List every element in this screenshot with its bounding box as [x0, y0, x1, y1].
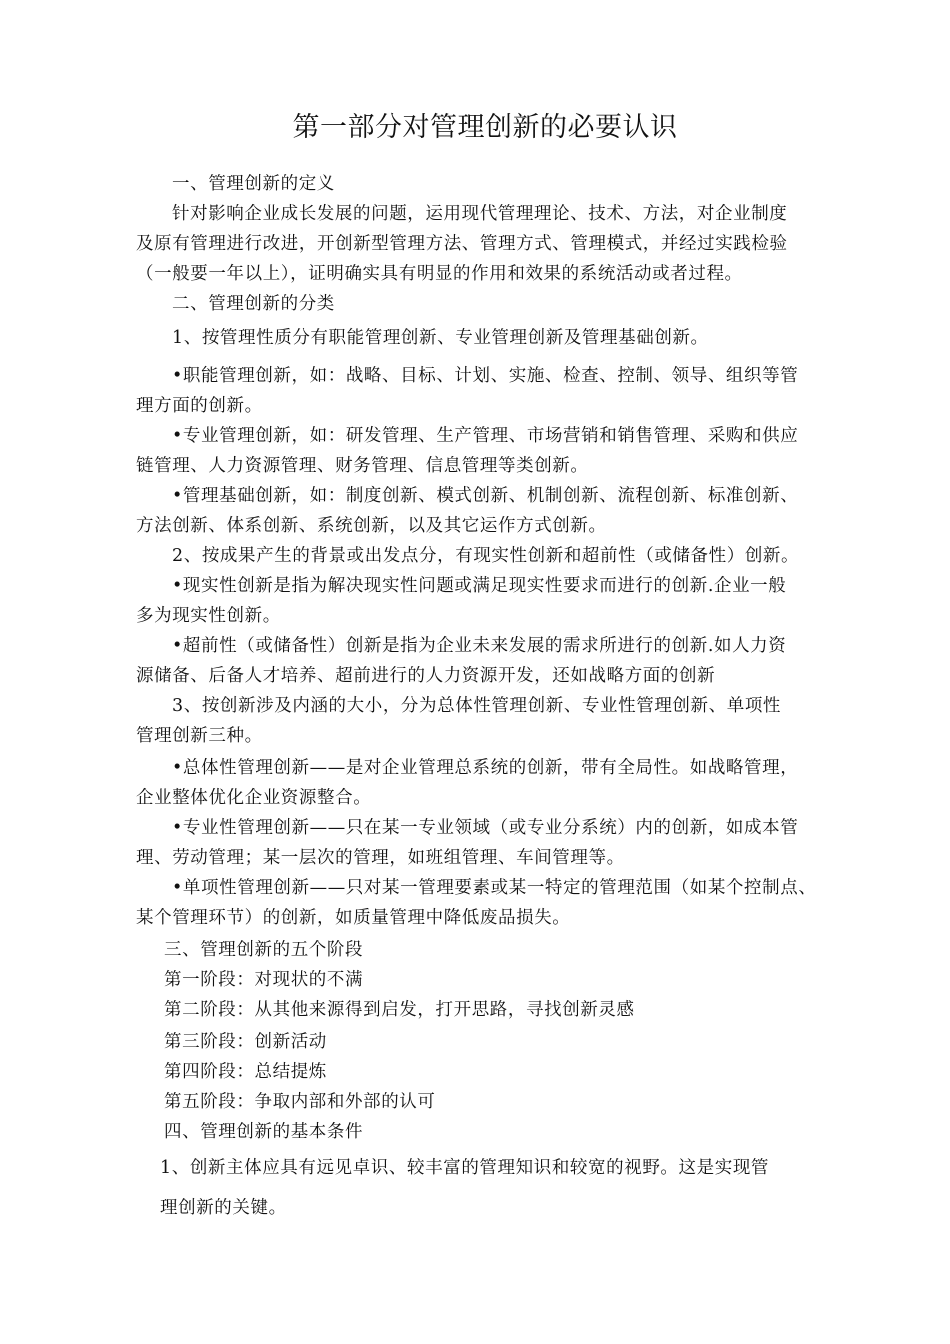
paragraph-line: 理、劳动管理；某一层次的管理，如班组管理、车间管理等。	[136, 848, 625, 868]
bullet-line: •职能管理创新，如：战略、目标、计划、实施、检查、控制、领导、组织等管	[172, 366, 799, 386]
paragraph-line: （一般要一年以上），证明确实具有明显的作用和效果的系统活动或者过程。	[136, 264, 743, 284]
paragraph-line: 及原有管理进行改进，开创新型管理方法、管理方式、管理模式，并经过实践检验	[136, 234, 788, 254]
stage-line: 第四阶段：总结提炼	[164, 1062, 327, 1082]
paragraph-line: 2、按成果产生的背景或出发点分，有现实性创新和超前性（或储备性）创新。	[172, 546, 800, 566]
stage-line: 第二阶段：从其他来源得到启发，打开思路，寻找创新灵感	[164, 1000, 635, 1020]
paragraph-line: 链管理、人力资源管理、财务管理、信息管理等类创新。	[136, 456, 589, 476]
paragraph-line: 3、按创新涉及内涵的大小，分为总体性管理创新、专业性管理创新、单项性	[172, 696, 782, 716]
bullet-line: •专业管理创新，如：研发管理、生产管理、市场营销和销售管理、采购和供应	[172, 426, 799, 446]
document-title: 第一部分对管理创新的必要认识	[292, 112, 678, 143]
section-heading-conditions: 四、管理创新的基本条件	[164, 1122, 364, 1142]
paragraph-line: 方法创新、体系创新、系统创新，以及其它运作方式创新。	[136, 516, 607, 536]
paragraph-line: 企业整体优化企业资源整合。	[136, 788, 372, 808]
stage-line: 第三阶段：创新活动	[164, 1032, 327, 1052]
paragraph-line: 针对影响企业成长发展的问题，运用现代管理理论、技术、方法，对企业制度	[172, 204, 788, 224]
section-heading-classification: 二、管理创新的分类	[172, 294, 335, 314]
paragraph-line: 理创新的关键。	[160, 1198, 287, 1218]
paragraph-line: 管理创新三种。	[136, 726, 263, 746]
paragraph-line: 源储备、后备人才培养、超前进行的人力资源开发，还如战略方面的创新	[136, 666, 716, 686]
bullet-line: •管理基础创新，如：制度创新、模式创新、机制创新、流程创新、标准创新、	[172, 486, 799, 506]
stage-line: 第五阶段：争取内部和外部的认可	[164, 1092, 436, 1112]
bullet-line: •单项性管理创新——只对某一管理要素或某一特定的管理范围（如某个控制点、	[172, 878, 817, 898]
bullet-line: •总体性管理创新——是对企业管理总系统的创新，带有全局性。如战略管理，	[172, 758, 799, 778]
paragraph-line: 1、创新主体应具有远见卓识、较丰富的管理知识和较宽的视野。这是实现管	[160, 1158, 770, 1178]
section-heading-stages: 三、管理创新的五个阶段	[164, 940, 364, 960]
paragraph-line: 1、按管理性质分有职能管理创新、专业管理创新及管理基础创新。	[172, 328, 709, 348]
stage-line: 第一阶段：对现状的不满	[164, 970, 364, 990]
bullet-line: •专业性管理创新——只在某一专业领域（或专业分系统）内的创新，如成本管	[172, 818, 799, 838]
bullet-line: •现实性创新是指为解决现实性问题或满足现实性要求而进行的创新.企业一般	[172, 576, 787, 596]
section-heading-definition: 一、管理创新的定义	[172, 174, 335, 194]
paragraph-line: 多为现实性创新。	[136, 606, 281, 626]
bullet-line: •超前性（或储备性）创新是指为企业未来发展的需求所进行的创新.如人力资	[172, 636, 787, 656]
paragraph-line: 理方面的创新。	[136, 396, 263, 416]
paragraph-line: 某个管理环节）的创新，如质量管理中降低废品损失。	[136, 908, 571, 928]
